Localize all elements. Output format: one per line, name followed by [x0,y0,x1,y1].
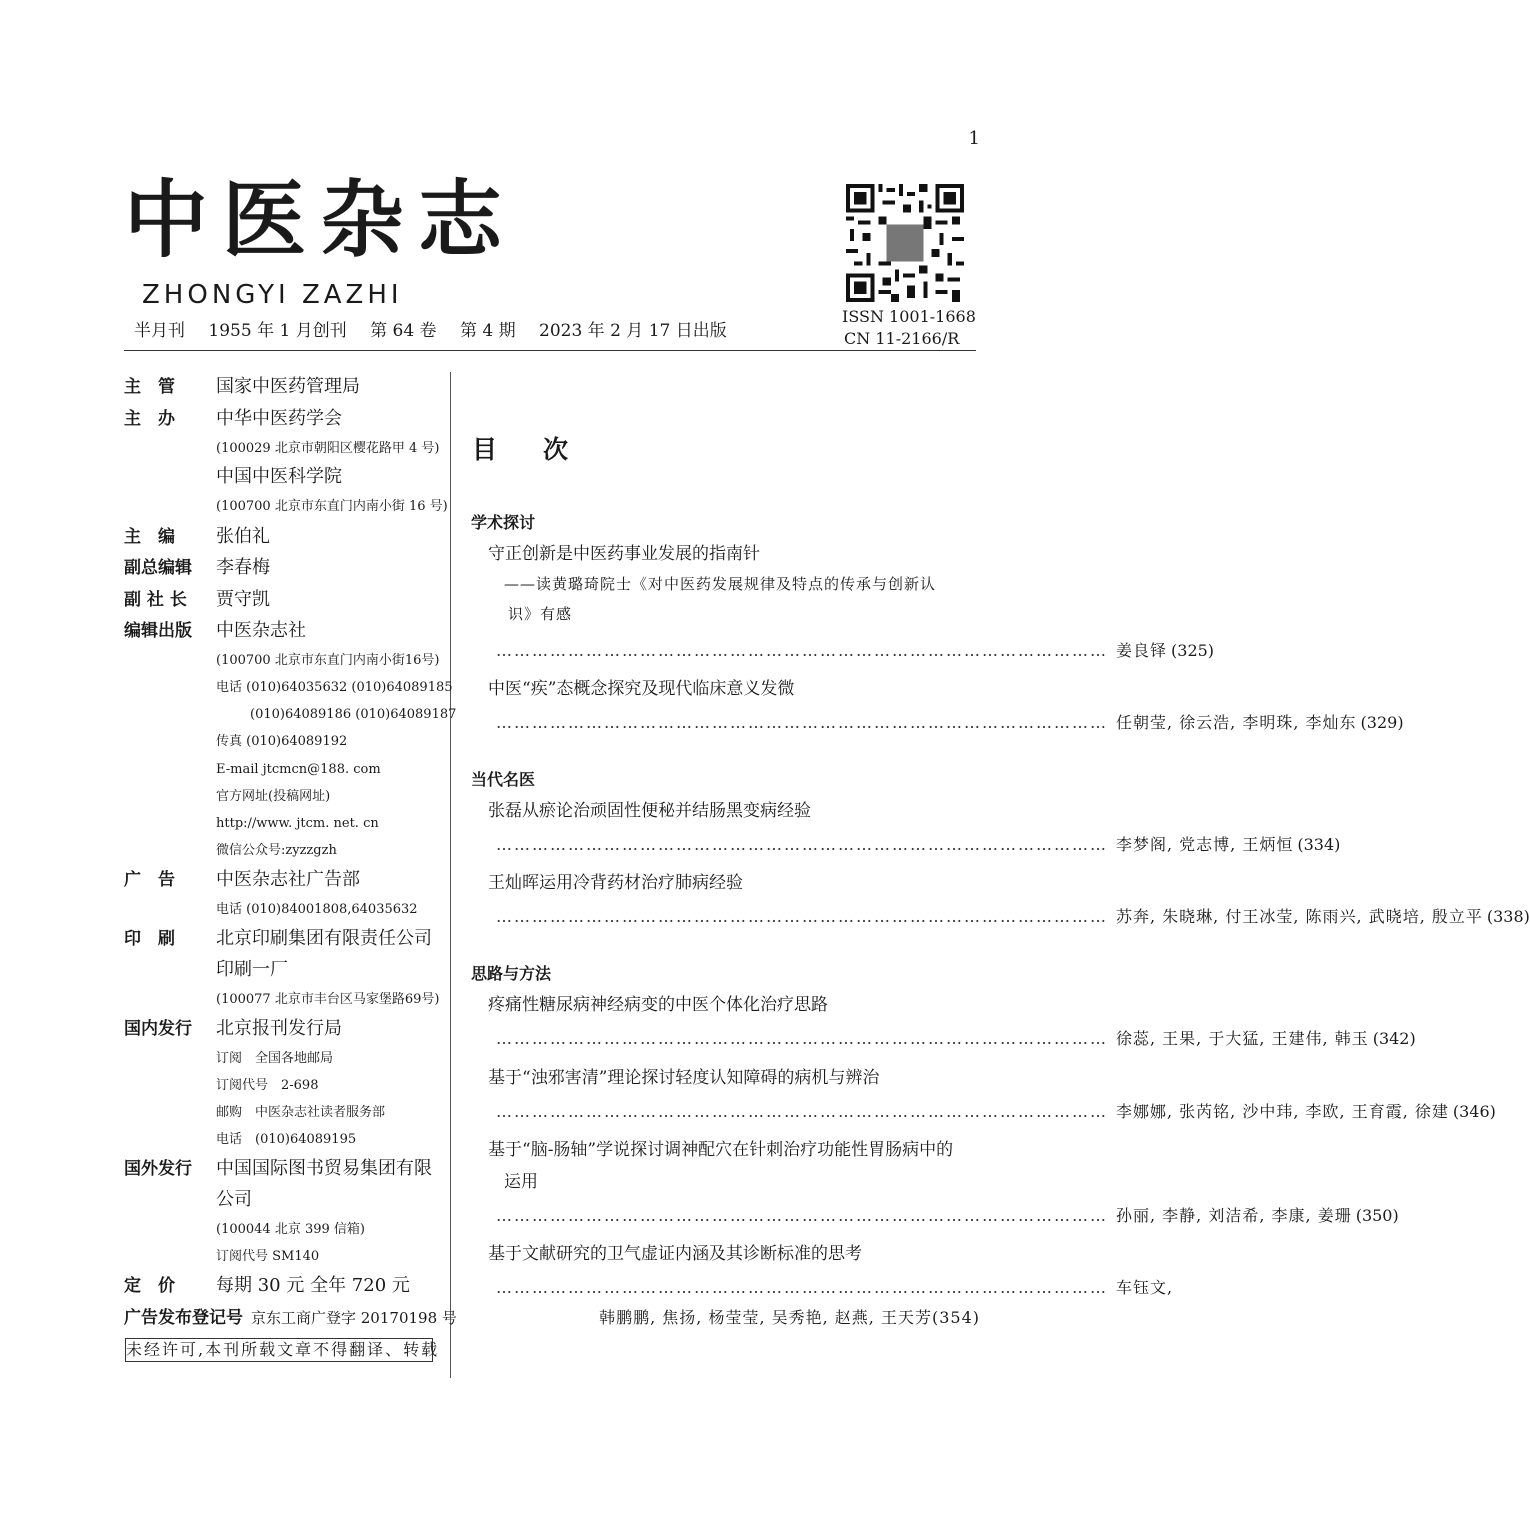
info-sponsor: 主 办 中华中医药学会 [124,408,342,429]
masthead-divider [124,350,976,351]
article-title[interactable]: 王灿晖运用冷背药材治疗肺病经验 [488,873,743,893]
info-vice-president: 副 社 长 贾守凯 [124,589,270,610]
toc-entry-line: ………………………………………………………………………………………… 苏奔, 朱晓琳, 付王冰莹, 陈雨兴, 武晓培, 殷立平 (338) [496,904,980,927]
toc-entry-line: ………………………………………………………………………………………… 徐蕊, 王果, 于大猛, 王建伟, 韩玉 (342) [496,1026,980,1049]
article-authors: 苏奔, 朱晓琳, 付王冰莹, 陈雨兴, 武晓培, 殷立平 [1116,907,1483,926]
sponsor1-address: (100029 北京市朝阳区樱花路甲 4 号) [216,441,440,456]
info-printing: 印 刷 北京印刷集团有限责任公司 [124,928,432,949]
cn-number: CN 11-2166/R [844,329,960,348]
overseas2: 公司 [216,1189,252,1210]
toc-entry-line: ………………………………………………………………………………………… 李娜娜, 张芮铭, 沙中玮, 李欧, 王育霞, 徐建 (346) [496,1099,980,1122]
info-editor: 主 编 张伯礼 [124,526,270,547]
wechat-account: 微信公众号:zyzzgzh [216,843,337,858]
article-title[interactable]: 张磊从瘀论治顽固性便秘并结肠黑变病经验 [488,801,811,821]
article-authors: 孙丽, 李静, 刘洁希, 李康, 姜珊 [1116,1206,1352,1225]
mail-order: 邮购 中医杂志社读者服务部 [216,1105,386,1120]
toc-title: 目 次 [472,435,569,464]
info-publisher: 编辑出版 中医杂志社 [124,620,306,641]
toc-entry-line: ………………………………………………………………………………………… 李梦阁, 党志博, 王炳恒 (334) [496,832,980,855]
info-ad-registration: 广告发布登记号 京东工商广登字 20170198 号 [124,1308,457,1328]
article-authors: 姜良铎 [1116,641,1168,660]
article-subtitle: ——读黄璐琦院士《对中医药发展规律及特点的传承与创新认 [504,575,937,593]
article-authors: 车钰文, [1116,1278,1174,1297]
column-divider [450,372,451,1378]
article-authors: 李梦阁, 党志博, 王炳恒 [1116,835,1294,854]
article-title[interactable]: 守正创新是中医药事业发展的指南针 [488,544,760,564]
issn: ISSN 1001-1668 [842,307,976,326]
subscribe-code: 订阅代号 2-698 [216,1078,319,1093]
article-title[interactable]: 基于文献研究的卫气虚证内涵及其诊断标准的思考 [488,1244,862,1264]
section-heading: 学术探讨 [471,513,536,532]
article-title[interactable]: 疼痛性糖尿病神经病变的中医个体化治疗思路 [488,995,828,1015]
volume: 第 64 卷 [370,321,437,341]
info-deputy-editor: 副总编辑 李春梅 [124,557,270,578]
article-title[interactable]: 基于“浊邪害清”理论探讨轻度认知障碍的病机与辨治 [488,1068,880,1088]
frequency: 半月刊 [134,321,185,341]
article-authors: 徐蕊, 王果, 于大猛, 王建伟, 韩玉 [1116,1029,1369,1048]
printing-address: (100077 北京市丰台区马家堡路69号) [216,992,440,1007]
article-page: (334) [1297,835,1341,854]
info-price: 定 价 每期 30 元 全年 720 元 [124,1275,410,1296]
article-page: (338) [1486,907,1530,926]
toc-entry-line-cont [599,1305,980,1328]
sponsor2-address: (100700 北京市东直门内南小街 16 号) [216,499,448,514]
qr-code-icon [846,184,964,302]
section-heading: 思路与方法 [471,964,552,983]
toc-entry-line: ………………………………………………………………………………………… 孙丽, 李静, 刘洁希, 李康, 姜珊 (350) [496,1203,980,1226]
publisher-address: (100700 北京市东直门内南小街16号) [216,653,440,668]
publish-date: 2023 年 2 月 17 日出版 [539,321,727,341]
website-url: http://www. jtcm. net. cn [216,816,379,831]
journal-logo-english: ZHONGYI ZAZHI [142,280,403,310]
publisher-phone2: (010)64089186 (010)64089187 [250,707,457,722]
article-authors: 任朝莹, 徐云浩, 李明珠, 李灿东 [1116,713,1357,732]
issue: 第 4 期 [459,321,516,341]
info-domestic-distribution: 国内发行 北京报刊发行局 [124,1018,342,1039]
article-page: (329) [1360,713,1404,732]
info-overseas-distribution: 国外发行 中国国际图书贸易集团有限 [124,1158,432,1179]
ad-phone: 电话 (010)84001808,64035632 [216,902,418,917]
copyright-notice: 未经许可,本刊所载文章不得翻译、转载 [125,1338,433,1362]
mail-phone: 电话 (010)64089195 [216,1132,357,1147]
overseas-code: 订阅代号 SM140 [216,1249,320,1264]
publisher-email: E-mail jtcmcn@188. com [216,762,381,777]
printing2: 印刷一厂 [216,959,288,980]
publisher-phone1: 电话 (010)64035632 (010)64089185 [216,680,453,695]
toc-entry-line: ………………………………………………………………………………………… 姜良铎 (325) [496,638,980,661]
article-title[interactable]: 基于“脑-肠轴”学说探讨调神配穴在针刺治疗功能性胃肠病中的 [488,1140,954,1160]
toc-entry-line: ………………………………………………………………………………………… 任朝莹, 徐云浩, 李明珠, 李灿东 (329) [496,710,980,733]
article-authors: 韩鹏鹏, 焦扬, 杨莹莹, 吴秀艳, 赵燕, 王天芳 [599,1308,932,1327]
publisher-fax: 传真 (010)64089192 [216,734,348,749]
founded: 1955 年 1 月创刊 [208,321,347,341]
article-title[interactable]: 中医“疾”态概念探究及现代临床意义发微 [488,679,795,699]
info-advertising: 广 告 中医杂志社广告部 [124,869,360,890]
article-page: (342) [1372,1029,1416,1048]
article-page: (346) [1452,1102,1496,1121]
publication-info [134,316,745,341]
sponsor2: 中国中医科学院 [216,466,342,487]
journal-logo-chinese: 中医杂志 [124,170,517,269]
website-label: 官方网址(投稿网址) [216,789,331,804]
article-page: (325) [1171,641,1215,660]
info-supervisor: 主 管 国家中医药管理局 [124,376,360,397]
article-page: (354) [931,1308,980,1327]
toc-entry-line: ………………………………………………………………………………………… 车钰文, [496,1275,940,1298]
subscribe: 订阅 全国各地邮局 [216,1051,334,1066]
page-number: 1 [968,128,980,149]
article-subtitle-cont: 识》有感 [508,605,573,623]
section-heading: 当代名医 [471,770,536,789]
article-authors: 李娜娜, 张芮铭, 沙中玮, 李欧, 王育霞, 徐建 [1116,1102,1449,1121]
overseas-address: (100044 北京 399 信箱) [216,1222,365,1237]
article-title-cont: 运用 [504,1172,538,1192]
article-page: (350) [1355,1206,1399,1225]
